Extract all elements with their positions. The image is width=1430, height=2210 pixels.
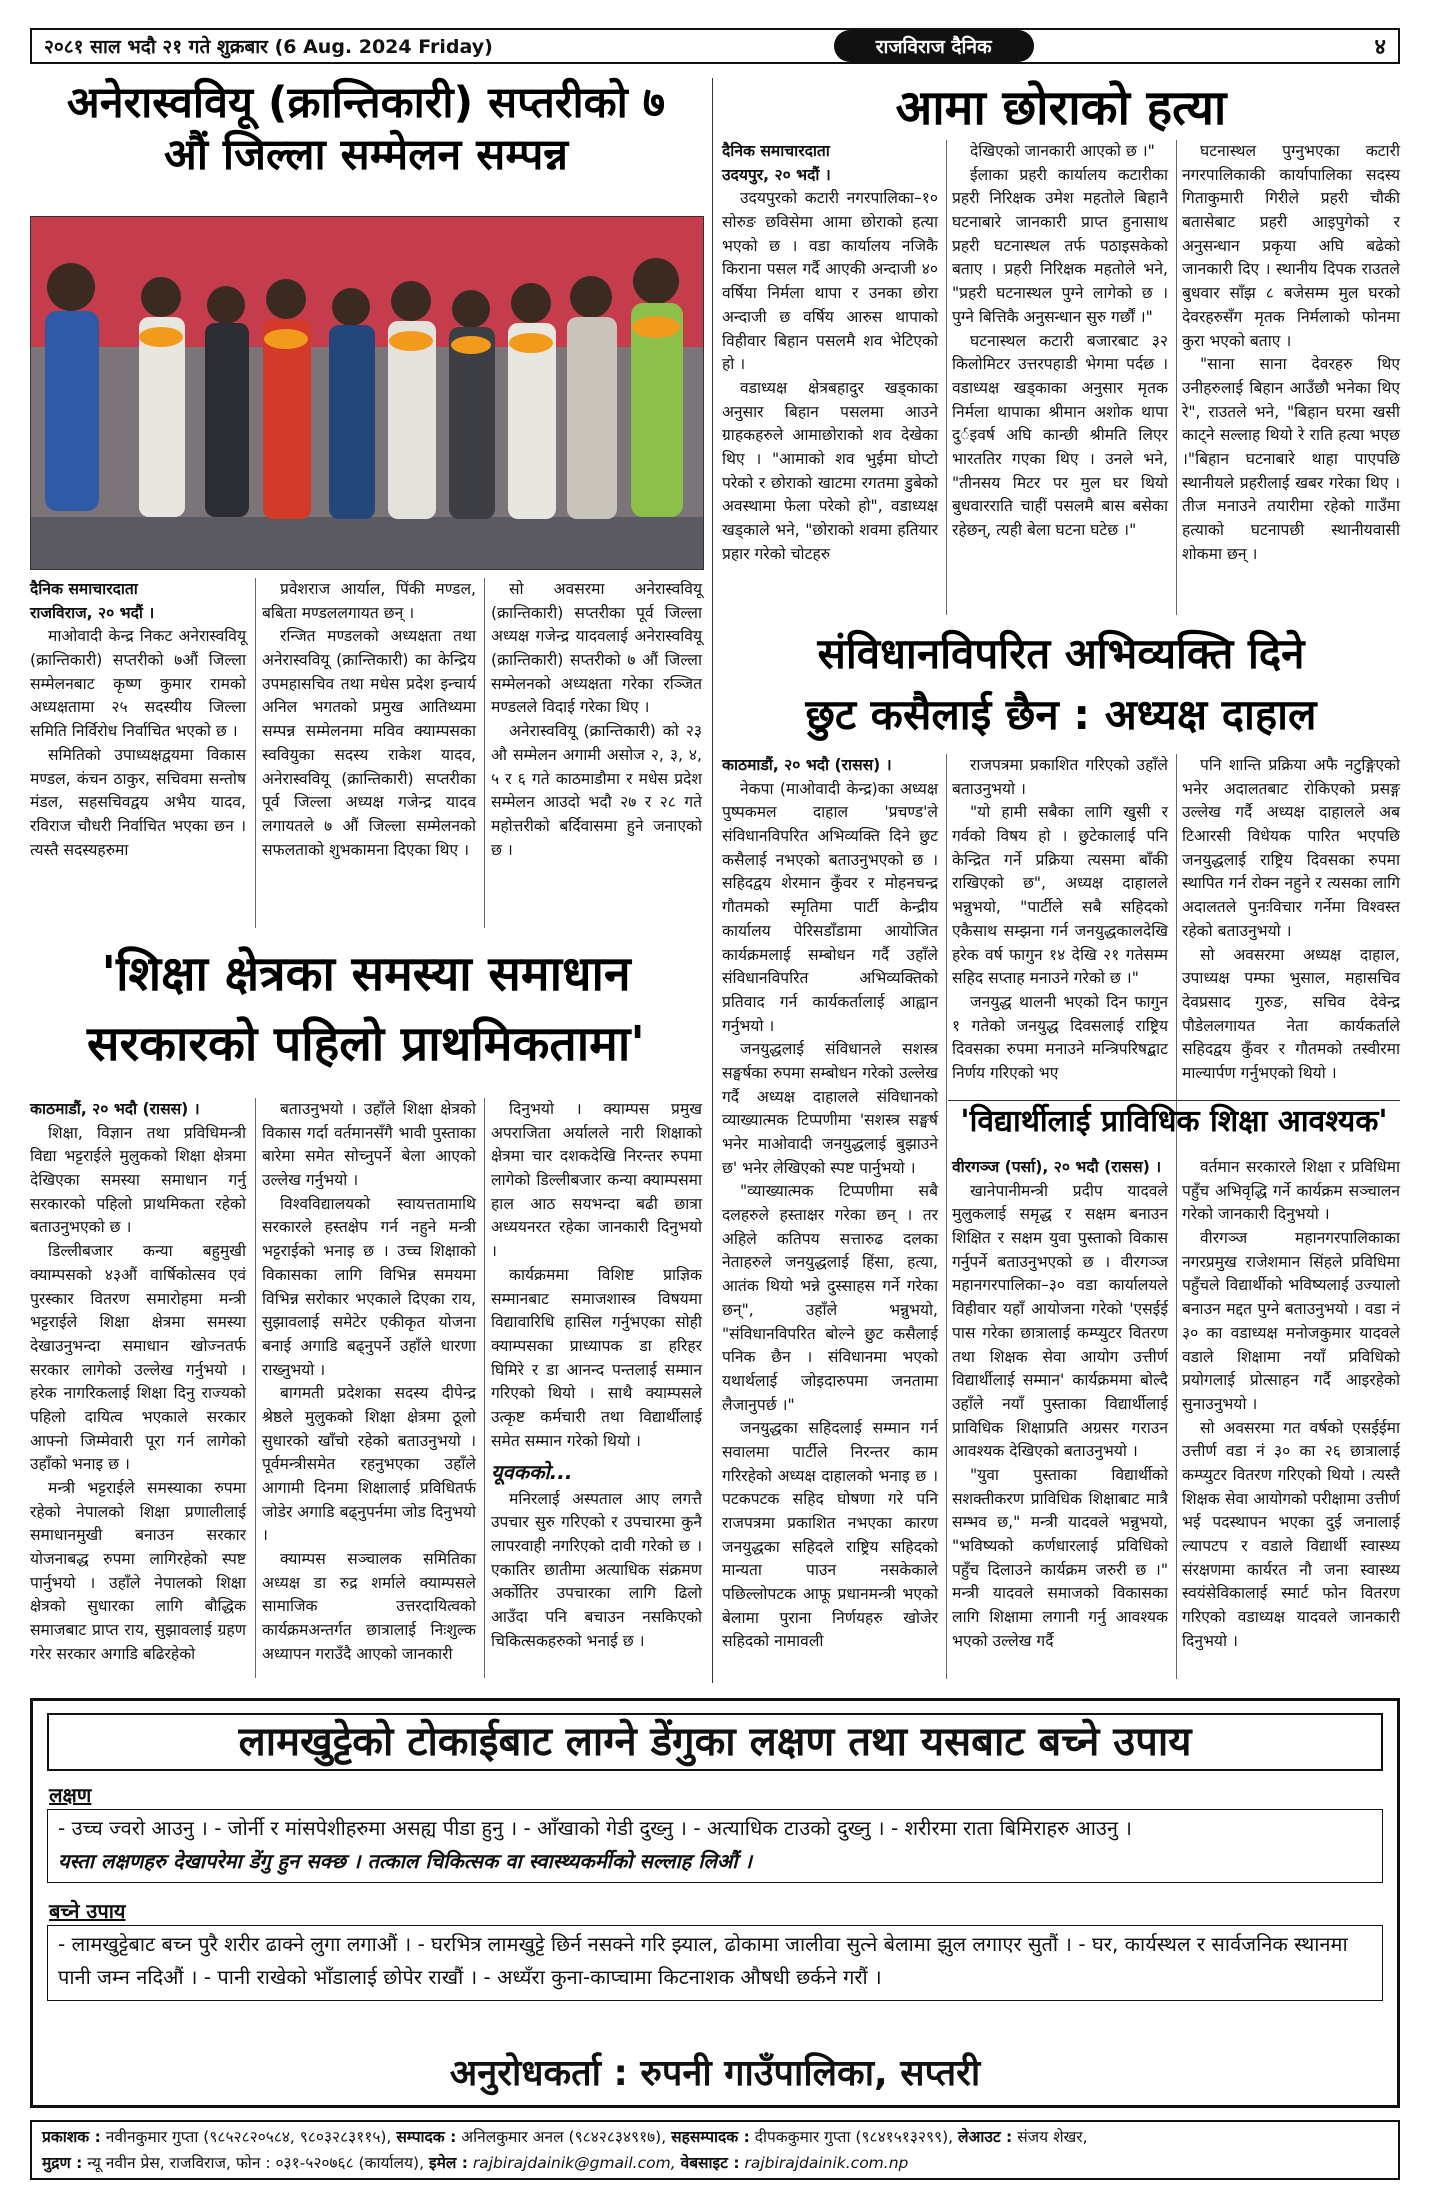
article1-paragraph: प्रवेशराज आर्याल, पिंकी मण्डल, बबिता मण्डललगायत छन् ।	[262, 580, 476, 622]
article2-column-2	[952, 140, 1168, 620]
column-rule	[1176, 754, 1177, 1679]
article5-column-1	[952, 1156, 1168, 1683]
coeditor-value: दीपककुमार गुप्ता (९८४१५१३२९९),	[754, 2128, 954, 2146]
article2-headline: आमा छोराको हत्या	[895, 80, 1227, 136]
imprint-line-1	[42, 2124, 1388, 2150]
article2-paragraph: देखिएको जानकारी आएको छ ।"	[970, 142, 1155, 160]
article3-paragraph: पनि शान्ति प्रक्रिया अफै नटुङ्गिएको भनेर अदालतबाट रोकिएको प्रसङ्ग उल्लेख गर्दै अध्यक्ष दाहालले अब टिआरसी विधेयक पारित भएपछि जनयुद्धलाई राष्ट्रिय दिवसका रुपमा स्थापित गर्न रोक्न नहुने र त्यसका लागि अदालतले पुनःविचार गर्नेमा विश्वस्त रहेको बताउनुभयो ।	[1182, 756, 1400, 940]
continuation-paragraph: मनिरलाई अस्पताल आए लगत्तै उपचार सुरु गरिएको र उपचारमा कुनै लापरवाही नगरिएको दावी गरेको छ । एकातिर छातीमा अत्याधिक संक्रमण अर्कोतिर उपचारका लागि ढिलो आउँदा पनि बचाउन नसकिएको चिकित्सकहरुको भनाई छ ।	[491, 1489, 702, 1650]
column-rule	[255, 1098, 256, 1678]
article5-paragraph: वीरगञ्ज महानगरपालिकाका नगरप्रमुख राजेशमान सिंहले प्रविधिमा पहुँचले विद्यार्थीको भविष्यलाई उज्यालो बनाउन मद्दत पुग्ने बताउनुभयो । वडा नं ३० का वडाध्यक्ष मनोजकुमार यादवले वडाले शिक्षामा नयाँ प्रविधिको प्रयोगलाई प्रोत्साहन गर्दै आइरहेको सुनाउनुभयो ।	[1182, 1229, 1400, 1413]
article3-paragraph: नेकपा (माओवादी केन्द्र)का अध्यक्ष पुष्पकमल दाहाल 'प्रचण्ड'ले संविधानविपरित अभिव्यक्ति दिने छुट कसैलाई नभएको बताउनुभएको छ । सहिदद्वय शेरमान कुँवर र मोहनचन्द्र गौतमको स्मृतिमा पार्टी केन्द्रीय कार्यालय पेरिसडाँडामा आयोजित कार्यक्रमलाई सम्बोधन गर्दै उहाँले संविधानविपरित अभिव्यक्तिको प्रतिवाद गर्न कार्यकर्तालाई आह्वान गर्नुभयो ।	[722, 779, 938, 1035]
article2-paragraph: घटनास्थल कटारी बजारबाट ३२ किलोमिटर उत्तरपहाडी भेगमा पर्दछ । वडाध्यक्ष खड्काका अनुसार मृतक निर्मला थापाका श्रीमान अशोक थापा दुर्इवर्ष अघि कान्छी श्रीमति लिएर भारततिर गएका थिए । उनले भने, "तीनसय मिटर पर मुल घर थियो बुधवारराति चाहीं पसलमै बास बसेका रहेछन्, त्यही बेला घटना घटेछ ।"	[952, 331, 1168, 539]
article3-paragraph: "यो हामी सबैका लागि खुसी र गर्वको विषय हो । छुटेकालाई पनि केन्द्रित गर्ने प्रक्रिया त्यसमा बाँकी राखिएको छ", अध्यक्ष दाहालले भन्नुभयो, "पार्टीले सबै सहिदको एकैसाथ सम्झना गर्न जनयुद्धकालदेखि हरेक वर्ष फागुन १४ देखि २१ गतेसम्म सहिद सप्ताह मनाउने गरेको छ ।"	[952, 803, 1168, 988]
article1-column-1	[30, 578, 246, 933]
editor-value: अनिलकुमार अनल (९८४२८३४९१७),	[461, 2128, 667, 2146]
column-rule	[946, 140, 947, 615]
website-label: वेबसाइट :	[680, 2154, 740, 2172]
article5-paragraph: सो अवसरमा गत वर्षको एसईईमा उत्तीर्ण वडा नं ३० का २६ छात्रालाई कम्प्युटर वितरण गरिएको थियो । त्यस्तै शिक्षक सेवा आयोगको परीक्षामा उत्तीर्ण भई पदस्थापन भएका दुई जनालाई ल्यापटप र वडाले विद्यार्थी स्वास्थ्य संरक्षणमा कार्यरत नौ जना स्वास्थ्य स्वयंसेविकालाई स्मार्ट फोन वितरण गरिएको वडाध्यक्ष यादवले जानकारी दिनुभयो ।	[1182, 1418, 1400, 1650]
column-rule	[484, 1098, 485, 1678]
ad-title: लामखुट्टेको टोकाईबाट लाग्ने डेंगुका लक्षण तथा यसबाट बच्ने उपाय	[47, 1713, 1383, 1771]
article4-paragraph: शिक्षा, विज्ञान तथा प्रविधिमन्त्री विद्या भट्टराईले मुलुकको शिक्षा क्षेत्रमा देखिएका समस्या समाधान गर्नु सरकारको पहिलो प्राथमिकता रहेको बताउनुभएको छ ।	[30, 1123, 246, 1237]
page-divider	[712, 78, 713, 1683]
article4-paragraph: विश्वविद्यालयको स्वायत्ततामाथि सरकारले हस्तक्षेप गर्न नहुने मन्त्री भट्टराईको भनाइ छ । उच्च शिक्षाको विकासका लागि विभिन्न समयमा विभिन्न सरोकार भएकाले दिएका राय, सुझावलाई समेटेर एकीकृत योजना बनाई अगाडि बढ्नुपर्ने उहाँले धारणा राख्नुभयो ।	[262, 1194, 476, 1379]
email-label: इमेल :	[428, 2154, 468, 2172]
article3-column-2	[952, 754, 1168, 1094]
article3-column-3	[1182, 754, 1400, 1094]
article5-headline: 'विद्यार्थीलाई प्राविधिक शिक्षा आवश्यक'	[960, 1104, 1388, 1139]
continuation-heading: यूवकको...	[491, 1460, 573, 1485]
article3-paragraph: जनयुद्धका सहिदलाई सम्मान गर्न सवालमा पार्टीले निरन्तर काम गरिरहेको अध्यक्ष दाहालको भनाइ छ । पटकपटक सहिद घोषणा गरे पनि राजपत्रमा प्रकाशित नभएका कारण जनयुद्धका सहिदले राष्ट्रिय सहिदको मान्यता पाउन नसकेकाले पछिल्लोपटक आफू प्रधानमन्त्री भएको बेलामा पुराना निर्णयहरु खोजेर सहिदको नामावली	[722, 1419, 938, 1651]
symptoms-note: यस्ता लक्षणहरु देखापरेमा डेंगु हुन सक्छ । तत्काल चिकित्सक वा स्वास्थ्यकर्मीको सल्लाह लिऔं ।	[58, 1849, 752, 1873]
column-rule	[255, 578, 256, 928]
newspaper-brand: राजविराज दैनिक	[834, 30, 1034, 62]
article4-column-1	[30, 1098, 246, 1683]
article5-paragraph: वर्तमान सरकारले शिक्षा र प्रविधिमा पहुँच अभिवृद्धि गर्ने कार्यक्रम सञ्चालन गरेको जानकारी दिनुभयो ।	[1182, 1158, 1400, 1224]
column-rule	[1176, 140, 1177, 615]
group-photo	[30, 216, 704, 570]
article1-dateline: राजविराज, २० भदौं ।	[30, 603, 155, 622]
article5-top-rule	[948, 1100, 1400, 1101]
publisher-label: प्रकाशक :	[42, 2128, 101, 2146]
coeditor-label: सहसम्पादक :	[671, 2128, 750, 2146]
article4-column-2	[262, 1098, 476, 1683]
article3-paragraph: जनयुद्धलाई संविधानले सशस्त्र सङ्घर्षका रुपमा सम्बोधन गरेको उल्लेख गर्दै अध्यक्ष दाहालले संविधानको व्याख्यात्मक टिप्पणीमा 'सशस्त्र सङ्घर्ष भनेर माओवादी जनयुद्धलाई बुझाउने छ' भनेर लेखिएको स्पष्ट पार्नुभयो ।	[722, 1040, 938, 1177]
article3-paragraph: राजपत्रमा प्रकाशित गरिएको उहाँले बताउनुभयो ।	[952, 756, 1168, 798]
article4-paragraph: क्याम्पस सञ्चालक समितिका अध्यक्ष डा रुद्र शर्माले क्याम्पसले सामाजिक उत्तरदायित्वको कार्यक्रमअन्तर्गत छात्रालाई निःशुल्क अध्यापन गराउँदै आएको जानकारी	[262, 1550, 476, 1663]
column-rule	[946, 754, 947, 1679]
article5-paragraph: खानेपानीमन्त्री प्रदीप यादवले मुलुकलाई समृद्ध र सक्षम बनाउन शिक्षित र सक्षम युवा पुस्ताको विकास गर्नुपर्ने बताउनुभएको छ । वीरगञ्ज महानगरपालिका–३० वडा कार्यालयले विहीवार यहाँ आयोजना गरेको 'एसईई पास गरेका छात्रालाई कम्प्युटर वितरण तथा शिक्षक सेवा आयोग उत्तीर्ण विद्यार्थीलाई सम्मान' कार्यक्रममा बोल्दै उहाँले नयाँ पुस्ताका विद्यार्थीलाई प्राविधिक शिक्षाप्रति अग्रसर गराउन आवश्यक देखिएको बताउनुभयो ।	[952, 1181, 1168, 1461]
article2-paragraph: घटनास्थल पुग्नुभएका कटारी नगरपालिकाकी कार्यापालिका सदस्य गिताकुमारी गिरीले प्रहरी चौकी बतासेबाट प्रहरी आइपुगेको र अनुसन्धान प्रकृया अघि बढेको जानकारी दिए । स्थानीय दिपक राउतले बुधवार साँझ ८ बजेसम्म मुल घरको देवरहरुसँग मृतक निर्मलाको फोनमा कुरा भएको बताए ।	[1182, 142, 1400, 350]
printer-label: मुद्रण :	[42, 2154, 83, 2172]
masthead	[30, 28, 1400, 64]
article2-byline: दैनिक समाचारदाता	[722, 142, 830, 160]
group-photo-illustration	[31, 217, 703, 569]
article5-column-2	[1182, 1156, 1400, 1683]
article1-paragraph: माओवादी केन्द्र निकट अनेरास्ववियू (क्रान्तिकारी) सप्तरीको ७औं जिल्ला सम्मेलनबाट कृष्ण कुमार रामको अध्यक्षतामा २५ सदस्यीय जिल्ला समिति निर्विरोध निर्वाचित भएको छ ।	[30, 627, 246, 741]
symptoms-box	[47, 1809, 1383, 1883]
imprint-line-2	[42, 2150, 1388, 2176]
article1-paragraph: समितिको उपाध्यक्षद्वयमा विकास मण्डल, कंचन ठाकुर, सचिवमा सन्तोष मंडल, सहसचिवद्वय अभैय यादव, रविराज चौधरी निर्वाचित भएका छन । त्यस्तै सदस्यहरुमा	[30, 745, 246, 859]
article1-byline: दैनिक समाचारदाता	[30, 580, 138, 598]
article5-paragraph: "युवा पुस्ताका विद्यार्थीको सशक्तीकरण प्राविधिक शिक्षाबाट मात्रै सम्भव छ," मन्त्री यादवले भन्नुभयो, "भविष्यको कर्णधारलाई प्रविधिको पहुँच दिलाउने कार्यक्रम जरुरी छ ।" मन्त्री यादवले समाजको विकासका लागि शिक्षामा लगानी गर्नु आवश्यक भएको उल्लेख गर्दै	[952, 1465, 1168, 1650]
article2-paragraph: "साना साना देवरहरु थिए उनीहरुलाई बिहान आउँछौ भनेका थिए रे", राउतले भने, "बिहान घरमा खसी काट्ने सल्लाह थियो रे राति हत्या भएछ ।"बिहान घटनाबारे थाहा पाएपछि स्थानीयले प्रहरीलाई खबर गरेका थिए । तीज मनाउने तयारीमा रहेको गाउँमा हत्याको घटनापछी स्थानीयवासी शोकमा छन् ।	[1182, 355, 1400, 563]
article4-headline: 'शिक्षा क्षेत्रका समस्या समाधान सरकारको पहिलो प्राथमिकतामा'	[87, 946, 645, 1072]
imprint-footer	[30, 2120, 1400, 2180]
editor-label: सम्पादक :	[396, 2128, 457, 2146]
symptoms-heading: लक्षण	[49, 1783, 92, 1807]
newspaper-page	[30, 28, 1400, 2183]
article3-dateline: काठमाडौं, २० भदौ (रासस) ।	[722, 756, 892, 774]
article2-dateline: उदयपुर, २० भदौं ।	[722, 165, 831, 184]
symptoms-text: - उच्च ज्वरो आउनु । - जोर्नी र मांसपेशीहरुमा असह्य पीडा हुनु । - आँखाको गेडी दुख्नु । - अत्याधिक टाउको दुख्नु । - शरीरमा राता बिमिराहरु आउनु ।	[58, 1816, 1132, 1840]
layout-label: लेआउट :	[957, 2128, 1013, 2146]
website-link[interactable]: rajbirajdainik.com.np	[744, 2154, 909, 2172]
article2-paragraph: उदयपुरको कटारी नगरपालिका–१० सोरुङ छविसेमा आमा छोराको हत्या भएको छ । वडा कार्यालय नजिकै किराना पसल गर्दै आएकी अन्दाजी ४० वर्षिया निर्मला थापा र उनका छोरा अन्दाजी छ वर्षिय आरुस थापाको विहीवार बिहान पसलमै शव भेटिएको हो ।	[722, 189, 938, 374]
article4-paragraph: कार्यक्रममा विशिष्ट प्राज्ञिक सम्मानबाट समाजशास्त्र विषयमा विद्यावारिधि हासिल गर्नुभएका सोही क्याम्पसका प्राध्यापक डा हरिहर घिमिरे र डा आनन्द पन्तलाई सम्मान गरिएको थियो । साथै क्याम्पसले उत्कृष्ट कर्मचारी तथा विद्यार्थीलाई समेत सम्मान गरेको थियो ।	[491, 1265, 702, 1450]
article1-column-3	[491, 578, 702, 933]
article4-column-3	[491, 1098, 702, 1683]
article4-paragraph: बागमती प्रदेशका सदस्य दीपेन्द्र श्रेष्ठले मुलुकको शिक्षा क्षेत्रमा ठूलो सुधारको खाँचो रहेको बताउनुभयो । पूर्वमन्त्रीसमेत रहनुभएका उहाँले आगामी दिनमा शिक्षालाई प्रविधितर्फ जोडेर अगाडि बढ्नुपर्नमा जोड दिनुभयो ।	[262, 1384, 476, 1545]
article3-paragraph: "व्याख्यात्मक टिप्पणीमा सबै दलहरुले हस्ताक्षर गरेका छन् । तर अहिले कतिपय सत्तारुढ दलका नेताहरुले जनयुद्धलाई हिंसा, हत्या, आतंक थियो भन्ने दुस्साहस गर्ने गरेका छन्", उहाँले भन्नुभयो, "संविधानविपरित बोल्ने छुट कसैलाई पनिक छैन । संविधानमा भएको यथार्थलाई जोइदारुपमा जनतामा लैजानुपर्छ ।"	[722, 1182, 938, 1414]
article4-paragraph: डिल्लीबजार कन्या बहुमुखी क्याम्पसको ४३औं वार्षिकोत्सव एवं पुरस्कार वितरण समारोहमा मन्त्री भट्टराईले शिक्षा क्षेत्रमा समस्या देखाउनुभन्दा समाधान खोज्नतर्फ सरकार लागेको उल्लेख गर्नुभयो । हरेक नागरिकलाई शिक्षा दिनु राज्यको पहिलो दायित्व भएकाले सरकार आफ्नो जिम्मेवारी पूरा गर्न लागेको उहाँको भनाइ छ ।	[30, 1242, 246, 1474]
issue-date: २०८१ साल भदौ २१ गते शुक्रबार (6 Aug. 2024 Friday)	[44, 36, 493, 58]
article1-paragraph: अनेरास्ववियू (क्रान्तिकारी) को २३ औ सम्मेलन अगामी असोज २, ३, ४, ५ र ६ गते काठमाडौमा र मधेस प्रदेश सम्मेलन आउदो भदौ २७ र २८ गते महोत्तरीको बर्दिवासमा हुने जनाएको छ ।	[491, 722, 702, 859]
article2-paragraph: ईलाका प्रहरी कार्यालय कटारीका प्रहरी निरिक्षक उमेश महतोले बिहानै घटनाबारे जानकारी प्राप्त हुनासाथ प्रहरी घटनास्थल तर्फ पठाइसकेको बताए । प्रहरी निरिक्षक महतोले भने, "प्रहरी घटनास्थल पुग्ने लागेको छ । पुग्ने बित्तिकै अनुसन्धान सुरु गर्छौं ।"	[952, 165, 1168, 326]
email-link[interactable]: rajbirajdainik@gmail.com,	[472, 2154, 676, 2172]
article4-paragraph: मन्त्री भट्टराईले समस्याका रुपमा रहेको नेपालको शिक्षा प्रणालीलाई समाधानमुखी बनाउन सरकार योजनाबद्ध रुपमा लागिरहेको स्पष्ट पार्नुभयो । उहाँले नेपालको शिक्षा क्षेत्रको सुधारका लागि बौद्धिक समाजबाट प्राप्त राय, सुझावलाई ग्रहण गरेर सरकार अगाडि बढिरहेको	[30, 1479, 246, 1663]
publisher-value: नवीनकुमार गुप्ता (९८५२८२०५८४, ९८०३२८३११५),	[105, 2128, 392, 2146]
article4-paragraph: दिनुभयो । क्याम्पस प्रमुख अपराजिता अर्यालले नारी शिक्षाको क्षेत्रमा चार दशकदेखि निरन्तर रुपमा लागेको डिल्लीबजार कन्या क्याम्पसमा हाल आठ सयभन्दा बढी छात्रा अध्ययनरत रहेका जानकारी दिनुभयो ।	[491, 1100, 702, 1261]
layout-value: संजय शेखर,	[1017, 2128, 1088, 2146]
article3-column-1	[722, 754, 938, 1651]
article1-column-2	[262, 578, 476, 933]
dengue-notice-ad	[30, 1698, 1400, 2108]
prevention-box	[47, 1925, 1383, 2001]
article1-paragraph: रन्जित मण्डलको अध्यक्षता तथा अनेरास्ववियू (क्रान्तिकारी) का केन्द्रिय उपमहासचिव तथा मधेस प्रदेश इन्चार्य अनिल भगतको प्रमुख आतिथ्यमा सम्पन्न सम्मेलनमा मविव क्याम्पसका स्ववियुका सदस्य राकेश यादव, अनेरास्ववियू (क्रान्तिकारी) सप्तरीका पूर्व जिल्ला अध्यक्ष गजेन्द्र यादव लगायतले ७ औं जिल्ला सम्मेलनको सफलताको शुभकामना दिएका थिए ।	[262, 627, 476, 859]
article2-column-1	[722, 140, 938, 620]
ad-sponsor: अनुरोधकर्ता : रुपनी गाउँपालिका, सप्तरी	[449, 2053, 981, 2094]
article4-dateline: काठमाडौं, २० भदौ (रासस) ।	[30, 1100, 200, 1118]
article2-column-3	[1182, 140, 1400, 620]
article1-headline: अनेरास्ववियू (क्रान्तिकारी) सप्तरीको ७ औं जिल्ला सम्मेलन सम्पन्न	[66, 78, 666, 180]
column-rule	[484, 578, 485, 928]
prevention-text: - लामखुट्टेबाट बच्न पुरै शरीर ढाक्ने लुगा लगाऔं । - घरभित्र लामखुट्टे छिर्न नसक्ने गरि झ्याल, ढोकामा जालीवा सुत्ने बेलामा झुल लगाएर सुतौं । - घर, कार्यस्थल र सार्वजनिक स्थानमा पानी जम्न नदिऔं । - पानी राखेको भाँडालाई छोपेर राखौं । - अध्यँरा कुना-काप्चामा किटनाशक औषधी छर्कने गरौं ।	[58, 1932, 1348, 1989]
page-number: ४	[1374, 35, 1386, 60]
article3-paragraph: जनयुद्ध थालनी भएको दिन फागुन १ गतेको जनयुद्ध दिवसलाई राष्ट्रिय दिवसका रुपमा मनाउने मन्त्रिपरिषद्बाट निर्णय गरिएको भए	[952, 992, 1168, 1082]
article4-paragraph: बताउनुभयो । उहाँले शिक्षा क्षेत्रको विकास गर्दा वर्तमानसँगै भावी पुस्ताका बारेमा समेत सोच्नुपर्ने बेला आएको उल्लेख गर्नुभयो ।	[262, 1100, 476, 1190]
article3-headline: संविधानविपरित अभिव्यक्ति दिने छुट कसैलाई छैन : अध्यक्ष दाहाल	[805, 629, 1317, 739]
article5-dateline: वीरगञ्ज (पर्सा), २० भदौ (रासस) ।	[952, 1158, 1162, 1176]
article3-paragraph: सो अवसरमा अध्यक्ष दाहाल, उपाध्यक्ष पम्फा भुसाल, महासचिव देवप्रसाद गुरुङ, सचिव देवेन्द्र पौडेललगायत नेता कार्यकर्ताले सहिदद्वय कुँवर र गौतमको तस्वीरमा माल्यार्पण गर्नुभएको थियो ।	[1182, 945, 1400, 1082]
article1-paragraph: सो अवसरमा अनेरास्ववियू (क्रान्तिकारी) सप्तरीका पूर्व जिल्ला अध्यक्ष गजेन्द्र यादवलाई अनेरास्ववियू (क्रान्तिकारी) सप्तरीको ७ औं जिल्ला सम्मेलनको अध्यक्षता गरेका रञ्जित मण्डलले विदाई गरेका थिए ।	[491, 580, 702, 717]
article2-paragraph: वडाध्यक्ष क्षेत्रबहादुर खड्काका अनुसार बिहान पसलमा आउने ग्राहकहरुले आमाछोराको शव देखेका थिए । "आमाको शव भुईमा घोप्टो परेको र छोराको खाटमा रगतमा डुबेको अवस्थामा फेला परेको हो", वडाध्यक्ष खड्काले भने, "छोराको शवमा हतियार प्रहार गरेको चोटहरु	[722, 378, 938, 563]
prevention-heading: बच्ने उपाय	[49, 1899, 126, 1923]
printer-value: न्यू नवीन प्रेस, राजविराज, फोन : ०३१-५२०७६८ (कार्यालय),	[87, 2154, 425, 2172]
